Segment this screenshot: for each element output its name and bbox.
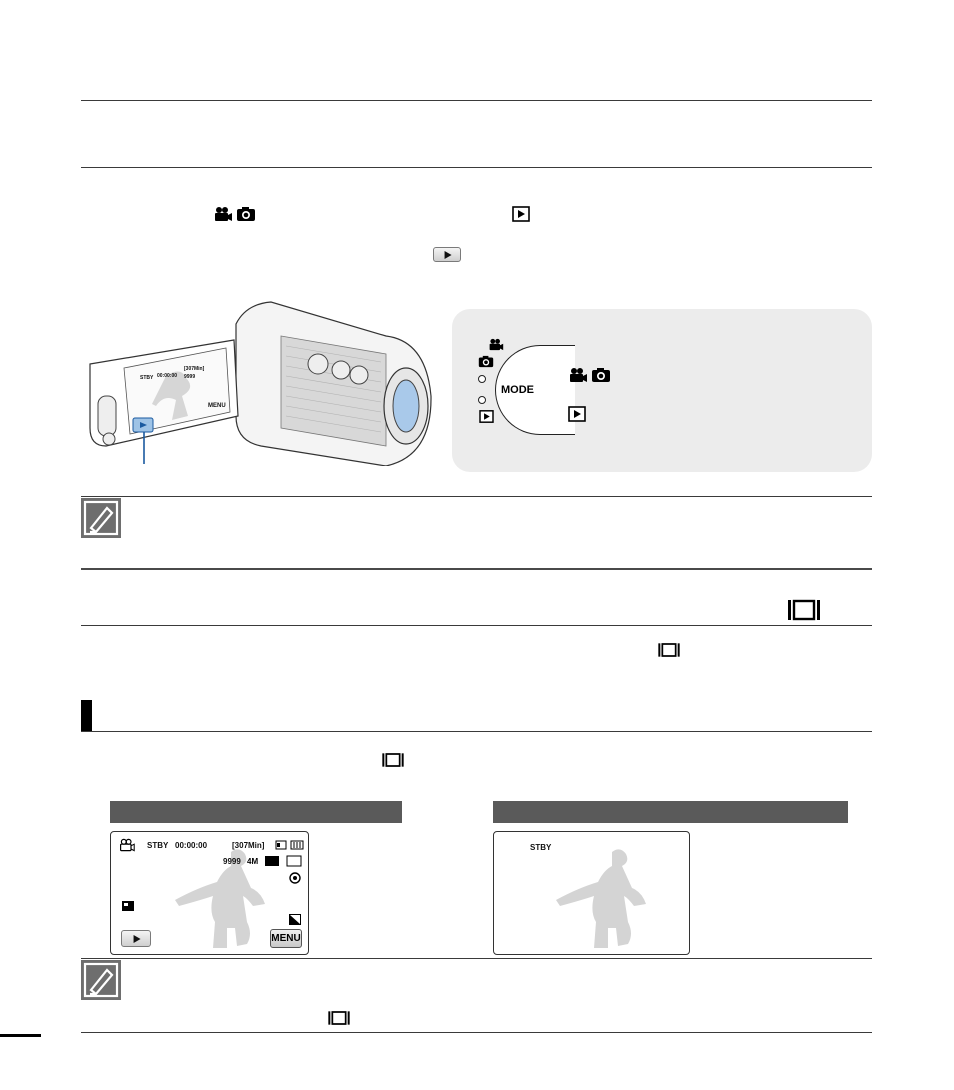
display-toggle-icon-inline [381,752,405,768]
section-heading-rule [81,731,872,732]
playback-button[interactable] [121,930,151,947]
camcorder-mode-icon [119,838,135,852]
dial-camera-icon [478,355,494,368]
display-row-rule [81,625,872,626]
dancer-silhouette-simple [554,844,664,952]
stabilizer-icon [289,872,301,884]
full-display-screen [110,831,309,955]
legend-camcorder-icon [568,367,588,383]
illustration-osd-count: 9999 [184,374,196,380]
header-bottom-rule [81,167,872,168]
battery-icon [275,840,305,850]
note1-bottom-rule [81,568,872,570]
dial-camcorder-icon [488,338,504,351]
playback-icon [512,206,530,222]
note-icon-2 [81,960,121,1000]
illustration-osd-timecode: 00:00:00 [157,373,178,379]
legend-camera-icon [591,367,611,383]
camcorder-illustration [86,296,436,466]
display-toggle-icon-small [657,642,681,658]
illustration-osd-remaining: [307Min] [184,366,205,372]
page-marker [0,1034,41,1037]
osd-timecode: 00:00:00 [175,841,208,850]
quality-icons [247,855,303,867]
note1-top-rule [81,496,872,497]
playback-button-icon [433,247,461,262]
svg-text:4M: 4M [247,857,259,866]
scene-icon [289,914,301,925]
mode-dial-label: MODE [501,384,534,396]
note2-bottom-rule [81,1032,872,1033]
dial-indicator-playback [478,396,486,404]
top-rule [81,100,872,101]
simple-display-screen [493,831,690,955]
section-heading-bar [81,700,92,732]
camera-icon [236,206,256,222]
storage-icon [121,900,135,912]
note-icon [81,498,121,538]
osd-status: STBY [147,841,169,850]
osd-remaining: [307Min] [232,841,265,850]
legend-playback-icon [568,406,586,422]
dial-playback-icon [479,410,494,423]
dial-indicator-camera [478,375,486,383]
display-toggle-icon-note [327,1010,351,1026]
note2-top-rule [81,958,872,959]
menu-button[interactable]: MENU [270,929,302,948]
osd-count: 9999 [223,857,241,866]
osd-status-simple: STBY [530,843,552,852]
illustration-osd-status: STBY [140,375,154,381]
display-toggle-icon [786,599,822,621]
simple-display-header [493,801,848,823]
camcorder-icon [213,206,233,222]
full-display-header [110,801,402,823]
illustration-menu-label: MENU [208,403,226,409]
